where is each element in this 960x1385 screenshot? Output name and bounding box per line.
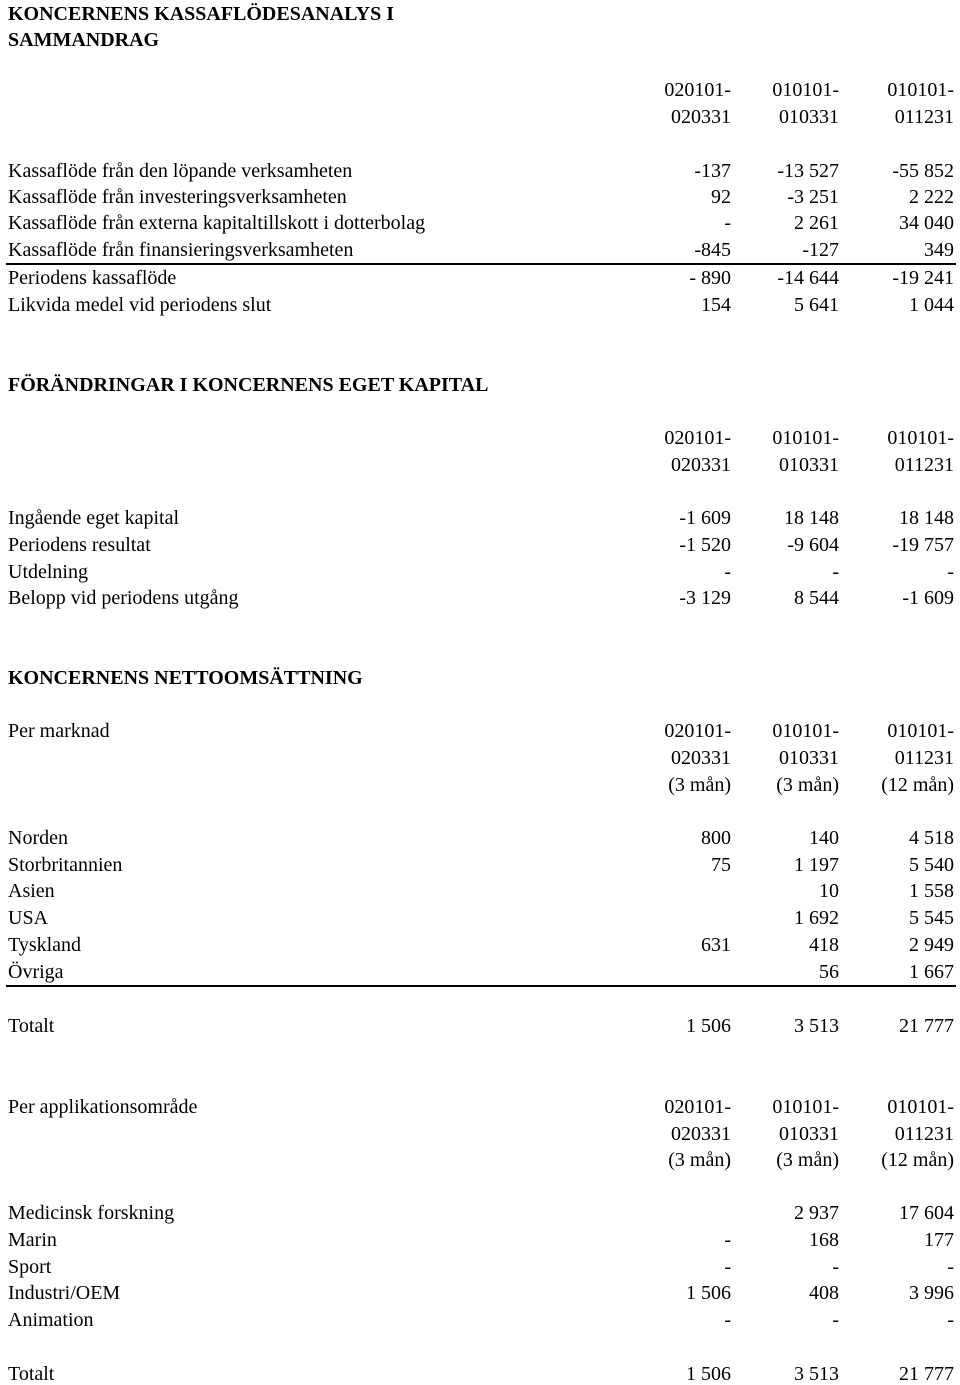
- cashflow-period-1-end: 020331: [671, 106, 731, 128]
- cashflow-row-value: - 890: [689, 267, 731, 289]
- application-period-1-end: 020331: [671, 1123, 731, 1145]
- equity-row-value: -1 520: [679, 534, 731, 556]
- equity-row-value: -3 129: [679, 587, 731, 609]
- equity-row-value: -: [947, 561, 954, 583]
- equity-row-label: Periodens resultat: [8, 534, 151, 556]
- market-row-value: 56: [819, 961, 839, 983]
- market-total-value: 1 506: [686, 1015, 731, 1037]
- cashflow-period-1-start: 020101-: [664, 79, 731, 101]
- application-total-label: Totalt: [8, 1363, 55, 1385]
- cashflow-title-line2: SAMMANDRAG: [8, 29, 160, 51]
- equity-row-value: -1 609: [679, 507, 731, 529]
- market-period-1-start: 020101-: [664, 720, 731, 742]
- cashflow-row-label: Kassaflöde från investeringsverksamheten: [8, 186, 347, 208]
- market-period-1-length: (3 mån): [668, 774, 731, 796]
- cashflow-row-value: -19 241: [892, 267, 954, 289]
- equity-period-3-start: 010101-: [887, 427, 954, 449]
- equity-row-value: -9 604: [787, 534, 839, 556]
- application-row-value: -: [724, 1309, 731, 1331]
- market-period-2-length: (3 mån): [776, 774, 839, 796]
- market-row-value: 800: [701, 827, 731, 849]
- equity-period-3-end: 011231: [894, 454, 954, 476]
- market-period-2-end: 010331: [779, 747, 839, 769]
- application-row-value: -: [724, 1256, 731, 1278]
- sales-title: KONCERNENS NETTOOMSÄTTNING: [8, 667, 363, 689]
- application-period-3-length: (12 mån): [881, 1149, 954, 1171]
- market-period-3-end: 011231: [894, 747, 954, 769]
- market-row-value: 4 518: [909, 827, 954, 849]
- cashflow-row-value: 154: [701, 294, 731, 316]
- cashflow-period-3-end: 011231: [894, 106, 954, 128]
- cashflow-row-value: -127: [802, 239, 839, 261]
- application-period-3-start: 010101-: [887, 1096, 954, 1118]
- application-row-value: -: [832, 1256, 839, 1278]
- cashflow-row-value: -845: [694, 239, 731, 261]
- application-row-value: 177: [924, 1229, 954, 1251]
- application-total-value: 21 777: [899, 1363, 954, 1385]
- market-period-1-end: 020331: [671, 747, 731, 769]
- equity-row-value: -1 609: [902, 587, 954, 609]
- market-row-label: Övriga: [8, 961, 64, 983]
- application-period-3-end: 011231: [894, 1123, 954, 1145]
- cashflow-row-value: 92: [711, 186, 731, 208]
- application-row-value: 2 937: [794, 1202, 839, 1224]
- application-row-value: 168: [809, 1229, 839, 1251]
- application-row-value: 3 996: [909, 1282, 954, 1304]
- equity-row-label: Ingående eget kapital: [8, 507, 180, 529]
- cashflow-row-value: -137: [694, 160, 731, 182]
- market-row-value: 418: [809, 934, 839, 956]
- equity-row-value: 8 544: [794, 587, 839, 609]
- market-row-label: Asien: [8, 880, 55, 902]
- cashflow-row-value: 1 044: [909, 294, 954, 316]
- market-row-label: Norden: [8, 827, 68, 849]
- equity-row-value: 18 148: [899, 507, 954, 529]
- market-row-label: USA: [8, 907, 49, 929]
- market-total-rule: [6, 985, 956, 987]
- market-row-value: 75: [711, 854, 731, 876]
- cashflow-row-value: -3 251: [787, 186, 839, 208]
- market-row-value: 140: [809, 827, 839, 849]
- cashflow-row-value: 349: [924, 239, 954, 261]
- equity-period-2-start: 010101-: [772, 427, 839, 449]
- market-row-value: 5 540: [909, 854, 954, 876]
- cashflow-row-label: Kassaflöde från externa kapitaltillskott i dotterbolag: [8, 212, 426, 234]
- market-row-value: 631: [701, 934, 731, 956]
- application-row-value: -: [832, 1309, 839, 1331]
- cashflow-row-value: -55 852: [892, 160, 954, 182]
- equity-row-label: Utdelning: [8, 561, 88, 583]
- cashflow-row-value: 2 261: [794, 212, 839, 234]
- cashflow-period-2-start: 010101-: [772, 79, 839, 101]
- application-row-label: Animation: [8, 1309, 94, 1331]
- equity-period-2-end: 010331: [779, 454, 839, 476]
- cashflow-row-value: -14 644: [777, 267, 839, 289]
- application-period-2-end: 010331: [779, 1123, 839, 1145]
- cashflow-subtotal-rule: [6, 263, 956, 265]
- market-total-label: Totalt: [8, 1015, 55, 1037]
- application-row-value: -: [947, 1309, 954, 1331]
- application-heading: Per applikationsområde: [8, 1096, 198, 1118]
- equity-row-value: -: [832, 561, 839, 583]
- equity-title: FÖRÄNDRINGAR I KONCERNENS EGET KAPITAL: [8, 374, 489, 396]
- application-total-value: 3 513: [794, 1363, 839, 1385]
- market-total-value: 21 777: [899, 1015, 954, 1037]
- cashflow-row-label: Kassaflöde från finansieringsverksamheten: [8, 239, 354, 261]
- cashflow-row-value: -: [724, 212, 731, 234]
- market-row-value: 5 545: [909, 907, 954, 929]
- market-row-value: 1 558: [909, 880, 954, 902]
- application-row-label: Industri/OEM: [8, 1282, 121, 1304]
- application-row-value: 17 604: [899, 1202, 954, 1224]
- cashflow-row-label: Periodens kassaflöde: [8, 267, 177, 289]
- application-row-value: -: [724, 1229, 731, 1251]
- application-row-value: 1 506: [686, 1282, 731, 1304]
- market-period-2-start: 010101-: [772, 720, 839, 742]
- market-period-3-length: (12 mån): [881, 774, 954, 796]
- equity-row-value: -: [724, 561, 731, 583]
- market-total-value: 3 513: [794, 1015, 839, 1037]
- application-period-2-start: 010101-: [772, 1096, 839, 1118]
- market-row-label: Tyskland: [8, 934, 82, 956]
- market-heading: Per marknad: [8, 720, 110, 742]
- equity-row-label: Belopp vid periodens utgång: [8, 587, 239, 609]
- cashflow-row-value: 5 641: [794, 294, 839, 316]
- cashflow-period-2-end: 010331: [779, 106, 839, 128]
- market-row-value: 2 949: [909, 934, 954, 956]
- cashflow-row-label: Likvida medel vid periodens slut: [8, 294, 272, 316]
- equity-row-value: -19 757: [892, 534, 954, 556]
- cashflow-row-value: 2 222: [909, 186, 954, 208]
- cashflow-title-line1: KONCERNENS KASSAFLÖDESANALYS I: [8, 3, 395, 25]
- market-row-value: 10: [819, 880, 839, 902]
- application-row-value: -: [947, 1256, 954, 1278]
- application-row-label: Medicinsk forskning: [8, 1202, 175, 1224]
- application-total-value: 1 506: [686, 1363, 731, 1385]
- application-period-2-length: (3 mån): [776, 1149, 839, 1171]
- application-row-value: 408: [809, 1282, 839, 1304]
- equity-period-1-start: 020101-: [664, 427, 731, 449]
- market-row-label: Storbritannien: [8, 854, 123, 876]
- application-period-1-start: 020101-: [664, 1096, 731, 1118]
- cashflow-row-label: Kassaflöde från den löpande verksamheten: [8, 160, 353, 182]
- market-row-value: 1 692: [794, 907, 839, 929]
- cashflow-row-value: -13 527: [777, 160, 839, 182]
- equity-period-1-end: 020331: [671, 454, 731, 476]
- cashflow-row-value: 34 040: [899, 212, 954, 234]
- market-row-value: 1 197: [794, 854, 839, 876]
- application-row-label: Marin: [8, 1229, 57, 1251]
- market-period-3-start: 010101-: [887, 720, 954, 742]
- equity-row-value: 18 148: [784, 507, 839, 529]
- application-period-1-length: (3 mån): [668, 1149, 731, 1171]
- cashflow-period-3-start: 010101-: [887, 79, 954, 101]
- application-row-label: Sport: [8, 1256, 52, 1278]
- market-row-value: 1 667: [909, 961, 954, 983]
